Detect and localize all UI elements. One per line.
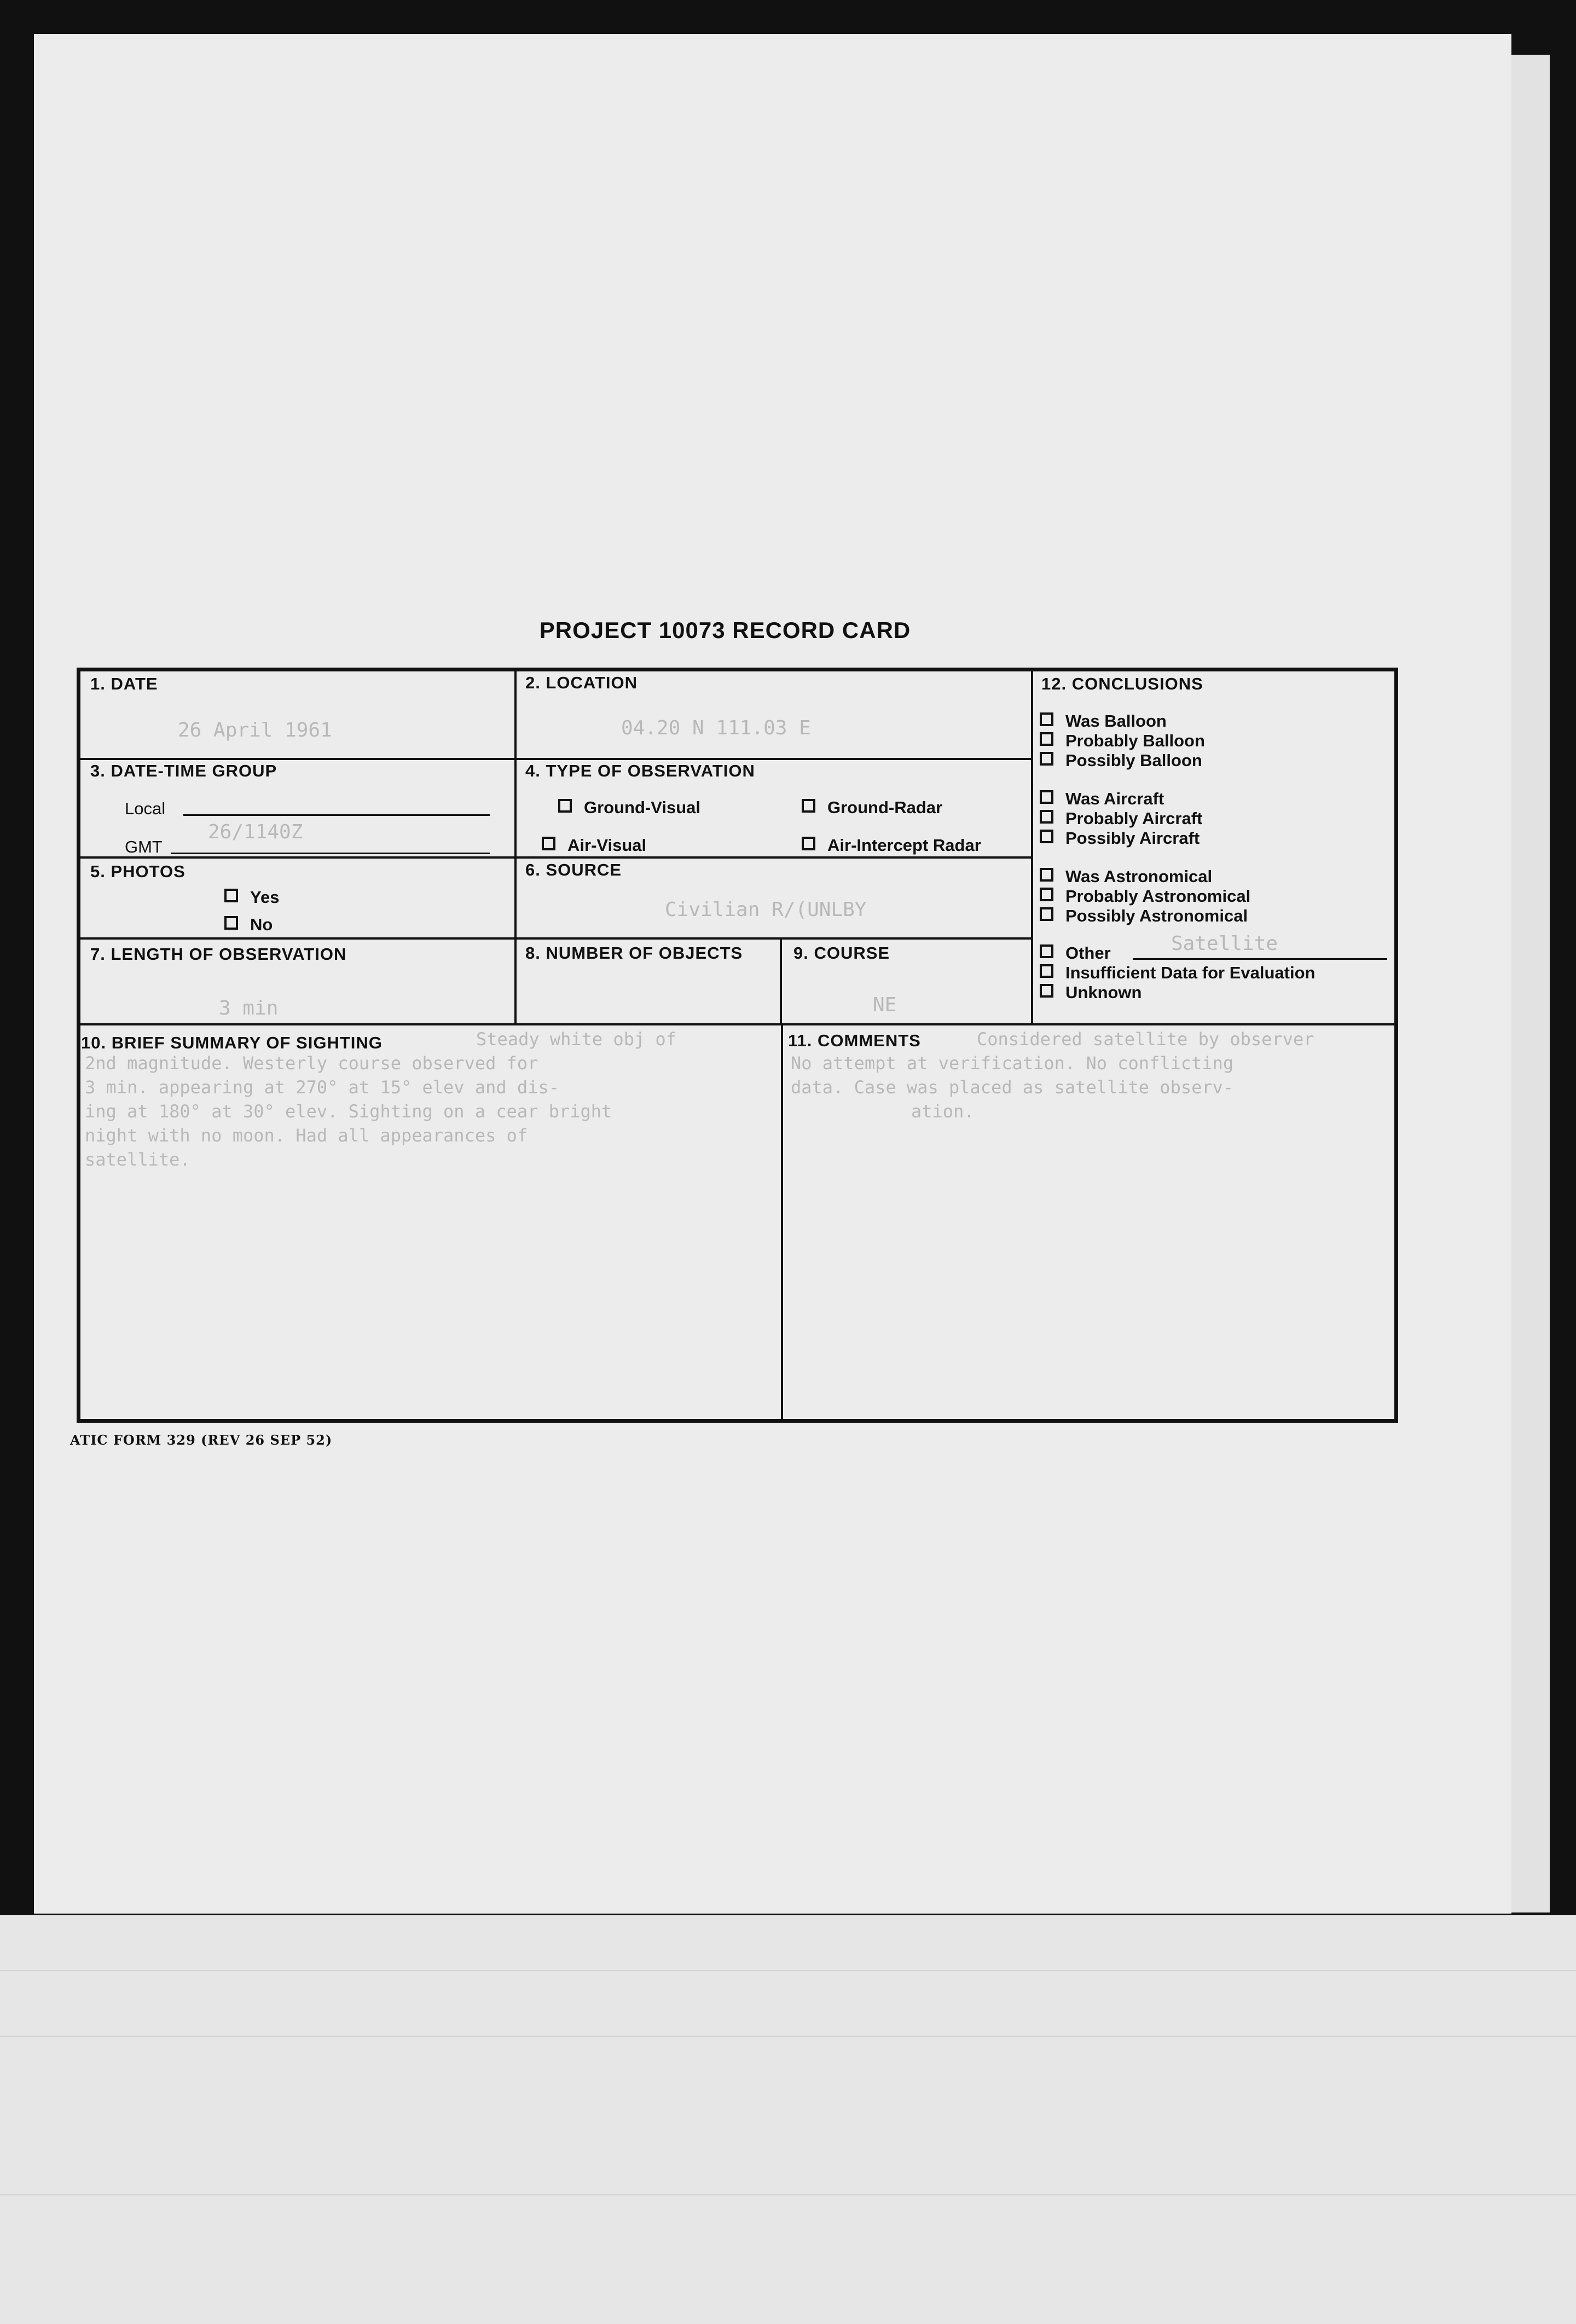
conclusion-checkbox[interactable] [1040, 712, 1053, 726]
divider [79, 758, 1032, 760]
summary-line: ing at 180° at 30° elev. Sighting on a cear bright [85, 1101, 612, 1122]
conclusion-other-option[interactable]: Other [1040, 943, 1111, 963]
conclusion-insufficient-checkbox[interactable] [1040, 964, 1053, 978]
divider [79, 1023, 1396, 1025]
divider [514, 670, 517, 1023]
conclusion-checkbox[interactable] [1040, 888, 1053, 901]
location-label: 2. LOCATION [525, 673, 638, 692]
air-visual-option[interactable]: Air-Visual [542, 836, 646, 855]
comments-line: ation. [911, 1101, 975, 1122]
gmt-value: 26/1140Z [208, 821, 303, 843]
conclusion-checkbox[interactable] [1040, 810, 1053, 824]
conclusion-option[interactable]: Probably Aircraft [1040, 809, 1202, 828]
divider [1031, 670, 1033, 1023]
date-label: 1. DATE [90, 674, 158, 693]
summary-line: 2nd magnitude. Westerly course observed for [85, 1053, 538, 1074]
summary-line: 3 min. appearing at 270° at 15° elev and dis- [85, 1077, 559, 1098]
conclusion-checkbox[interactable] [1040, 830, 1053, 843]
other-underline [1133, 958, 1387, 960]
summary-line: night with no moon. Had all appearances of [85, 1125, 528, 1146]
ground-radar-option[interactable]: Ground-Radar [802, 798, 942, 818]
conclusion-checkbox[interactable] [1040, 907, 1053, 921]
conclusion-option[interactable]: Possibly Balloon [1040, 751, 1202, 770]
conclusion-other-value: Satellite [1171, 932, 1278, 955]
photos-no-checkbox[interactable] [224, 916, 238, 930]
location-value: 04.20 N 111.03 E [621, 717, 811, 739]
divider [781, 1023, 783, 1421]
air-intercept-option[interactable]: Air-Intercept Radar [802, 836, 981, 855]
ground-visual-checkbox[interactable] [558, 799, 572, 813]
conclusion-option[interactable]: Was Aircraft [1040, 789, 1164, 809]
divider [780, 938, 782, 1023]
length-label: 7. LENGTH OF OBSERVATION [90, 944, 347, 964]
card-title: PROJECT 10073 RECORD CARD [539, 617, 911, 643]
conclusion-option[interactable]: Possibly Astronomical [1040, 906, 1248, 926]
local-label: Local [125, 799, 166, 818]
date-value: 26 April 1961 [178, 719, 332, 741]
summary-line: Steady white obj of [476, 1029, 677, 1050]
photos-no-option[interactable]: No [224, 915, 273, 935]
comments-line: data. Case was placed as satellite observ- [791, 1077, 1234, 1098]
source-value: Civilian R/(UNLBY [665, 899, 867, 921]
air-visual-checkbox[interactable] [542, 837, 555, 850]
divider [79, 937, 1032, 940]
conclusion-checkbox[interactable] [1040, 752, 1053, 766]
conclusion-other-checkbox[interactable] [1040, 944, 1053, 958]
gmt-label: GMT [125, 837, 163, 856]
summary-line: satellite. [85, 1149, 190, 1170]
photos-label: 5. PHOTOS [90, 862, 186, 881]
air-intercept-checkbox[interactable] [802, 837, 815, 850]
photos-yes-checkbox[interactable] [224, 889, 238, 902]
objects-label: 8. NUMBER OF OBJECTS [525, 943, 743, 963]
ground-radar-checkbox[interactable] [802, 799, 815, 813]
length-value: 3 min [219, 997, 279, 1019]
divider [79, 856, 1032, 859]
conclusion-option[interactable]: Probably Balloon [1040, 731, 1205, 751]
local-underline [183, 814, 490, 816]
comments-label: 11. COMMENTS [788, 1031, 921, 1050]
conclusion-checkbox[interactable] [1040, 732, 1053, 746]
conclusion-unknown-option[interactable]: Unknown [1040, 983, 1142, 1002]
conclusion-unknown-checkbox[interactable] [1040, 984, 1053, 998]
source-label: 6. SOURCE [525, 860, 622, 879]
comments-line: Considered satellite by observer [977, 1029, 1314, 1050]
gmt-underline [171, 853, 490, 854]
conclusion-checkbox[interactable] [1040, 790, 1053, 804]
sheet-edge [1511, 55, 1550, 1912]
form-footer: ATIC FORM 329 (REV 26 SEP 52) [70, 1432, 333, 1448]
conclusion-option[interactable]: Was Astronomical [1040, 867, 1212, 886]
conclusion-option[interactable]: Probably Astronomical [1040, 886, 1250, 906]
course-label: 9. COURSE [793, 943, 890, 963]
comments-line: No attempt at verification. No conflicting [791, 1053, 1234, 1074]
type-label: 4. TYPE OF OBSERVATION [525, 761, 755, 780]
course-value: NE [873, 994, 897, 1016]
background-strip [0, 1915, 1576, 2324]
photos-yes-option[interactable]: Yes [224, 888, 279, 907]
strip-line [0, 1970, 1576, 1971]
ground-visual-option[interactable]: Ground-Visual [558, 798, 700, 818]
conclusion-option[interactable]: Possibly Aircraft [1040, 828, 1200, 848]
strip-line [0, 2036, 1576, 2037]
dtg-label: 3. DATE-TIME GROUP [90, 761, 277, 780]
conclusion-option[interactable]: Was Balloon [1040, 711, 1167, 731]
summary-label: 10. BRIEF SUMMARY OF SIGHTING [81, 1033, 383, 1052]
conclusions-label: 12. CONCLUSIONS [1041, 674, 1203, 693]
conclusion-checkbox[interactable] [1040, 868, 1053, 882]
conclusion-insufficient-option[interactable]: Insufficient Data for Evaluation [1040, 963, 1315, 983]
strip-line [0, 2194, 1576, 2195]
